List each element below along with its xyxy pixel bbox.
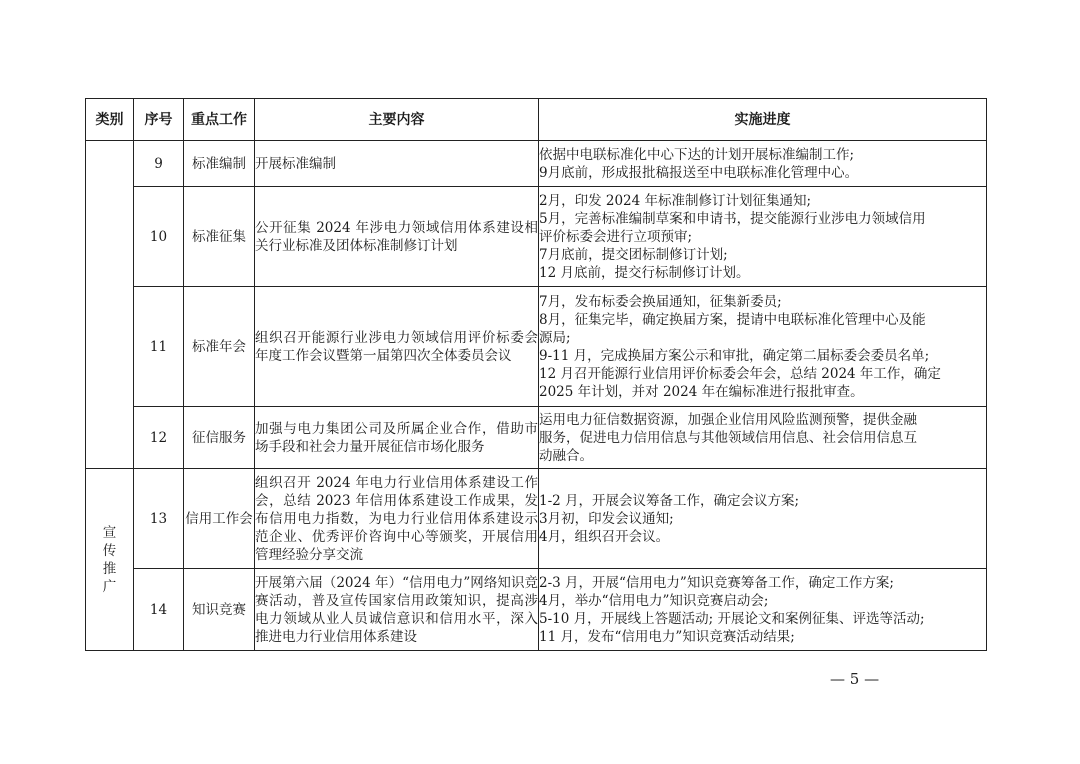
progress-line: 2月，印发 2024 年标准制修订计划征集通知; (539, 192, 812, 209)
table-row (86, 187, 987, 287)
category-char: 宣 (102, 524, 117, 541)
row-seq: 9 (134, 141, 184, 187)
table-row (86, 141, 987, 187)
progress-line: 5-10 月，开展线上答题活动; 开展论文和案例征集、评选等活动; (539, 610, 925, 627)
row-content: 组织召开能源行业涉电力领域信用评价标委会年度工作会议暨第一届第四次全体委员会议 (255, 287, 539, 407)
row-content: 开展标准编制 (255, 141, 539, 187)
header-row (86, 99, 987, 141)
progress-line: 11 月，发布“信用电力”知识竞赛活动结果; (539, 628, 795, 645)
progress-line: 源局; (539, 329, 571, 346)
row-progress (539, 187, 987, 287)
row-progress (539, 469, 987, 569)
work-plan-table (85, 98, 987, 651)
page-number: — 5 — (830, 670, 880, 688)
row-task: 标准编制 (184, 141, 255, 187)
progress-line: 4月，组织召开会议。 (539, 528, 670, 545)
progress-line: 9-11 月，完成换届方案公示和审批，确定第二届标委会委员名单; (539, 347, 930, 364)
row-progress (539, 569, 987, 651)
progress-line: 3月初，印发会议通知; (539, 510, 674, 527)
row-progress (539, 287, 987, 407)
row-task: 标准征集 (184, 187, 255, 287)
row-seq: 11 (134, 287, 184, 407)
row-progress (539, 141, 987, 187)
row-content: 加强与电力集团公司及所属企业合作，借助市场手段和社会力量开展征信市场化服务 (255, 407, 539, 469)
row-task: 征信服务 (184, 407, 255, 469)
table-row (86, 569, 987, 651)
progress-line: 5月，完善标准编制草案和申请书，提交能源行业涉电力领域信用 (539, 210, 926, 227)
progress-line: 12 月召开能源行业信用评价标委会年会，总结 2024 年工作，确定 (539, 365, 941, 382)
row-progress (539, 407, 987, 469)
row-content: 公开征集 2024 年涉电力领域信用体系建设相关行业标准及团体标准制修订计划 (255, 187, 539, 287)
header-seq: 序号 (134, 99, 184, 141)
progress-line: 依据中电联标准化中心下达的计划开展标准编制工作; (539, 146, 855, 163)
category-cell-publicity (86, 469, 134, 651)
category-char: 广 (102, 578, 117, 595)
table-row (86, 407, 987, 469)
progress-line: 2025 年计划，并对 2024 年在编标准进行报批审查。 (539, 383, 864, 400)
progress-line: 4月，举办“信用电力”知识竞赛启动会; (539, 592, 769, 609)
table-row (86, 469, 987, 569)
progress-line: 7月，发布标委会换届通知，征集新委员; (539, 293, 782, 310)
category-cell-standards (86, 141, 134, 469)
progress-line: 8月，征集完毕，确定换届方案，提请中电联标准化管理中心及能 (539, 311, 926, 328)
category-char: 传 (102, 542, 117, 559)
progress-line: 2-3 月，开展“信用电力”知识竞赛筹备工作，确定工作方案; (539, 574, 894, 591)
row-task: 知识竞赛 (184, 569, 255, 651)
header-progress: 实施进度 (539, 99, 987, 141)
table-row (86, 287, 987, 407)
row-seq: 10 (134, 187, 184, 287)
header-content: 主要内容 (255, 99, 539, 141)
progress-line: 运用电力征信数据资源，加强企业信用风险监测预警，提供金融 (539, 411, 917, 428)
header-task: 重点工作 (184, 99, 255, 141)
progress-line: 12 月底前，提交行标制修订计划。 (539, 264, 750, 281)
row-task: 信用工作会 (184, 469, 255, 569)
progress-line: 服务，促进电力信用信息与其他领域信用信息、社会信用信息互 (539, 429, 917, 446)
progress-line: 评价标委会进行立项预审; (539, 228, 693, 245)
row-seq: 12 (134, 407, 184, 469)
header-category: 类别 (86, 99, 134, 141)
category-char: 推 (102, 560, 117, 577)
progress-line: 1-2 月，开展会议筹备工作，确定会议方案; (539, 492, 800, 509)
progress-line: 9月底前，形成报批稿报送至中电联标准化管理中心。 (539, 164, 859, 181)
row-content: 开展第六届（2024 年）“信用电力”网络知识竞赛活动，普及宣传国家信用政策知识，提高涉电力领域从业人员诚信意识和信用水平，深入推进电力行业信用体系建设 (255, 569, 539, 651)
row-task: 标准年会 (184, 287, 255, 407)
progress-line: 动融合。 (539, 447, 593, 464)
row-seq: 14 (134, 569, 184, 651)
row-content: 组织召开 2024 年电力行业信用体系建设工作会，总结 2023 年信用体系建设工作成果，发布信用电力指数，为电力行业信用体系建设示范企业、优秀评价咨询中心等颁奖，开展信用管理经验分享交流 (255, 469, 539, 569)
progress-line: 7月底前，提交团标制修订计划; (539, 246, 728, 263)
row-seq: 13 (134, 469, 184, 569)
